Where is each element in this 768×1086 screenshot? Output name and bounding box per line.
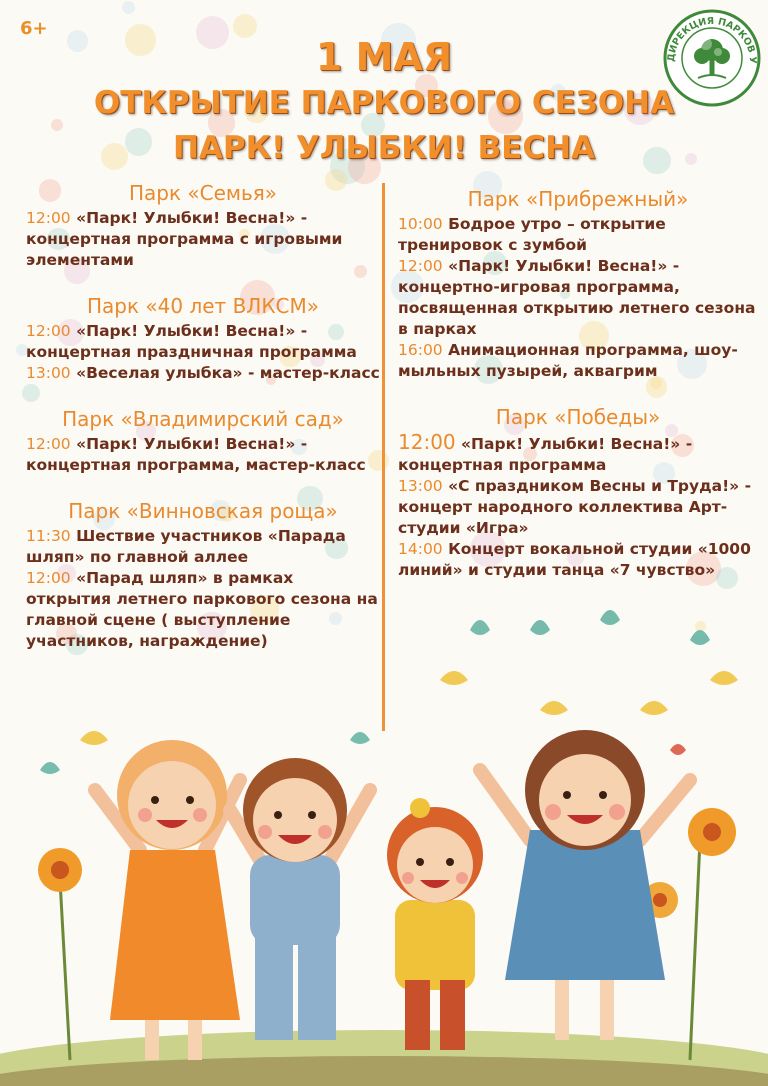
event-time: 12:00	[398, 257, 443, 275]
event-description: «Парк! Улыбки! Весна!» - концертная программа с игровыми элементами	[26, 209, 343, 269]
event-description: Анимационная программа, шоу-мыльных пузырей, аквагрим	[398, 341, 738, 380]
child-figure	[95, 740, 240, 1060]
event-time: 13:00	[26, 364, 71, 382]
event-description: «Парк! Улыбки! Весна!» - концертная праздничная программа	[26, 322, 357, 361]
event-time: 11:30	[26, 527, 71, 545]
event-description: «Парад шляп» в рамках открытия летнего паркового сезона на главной сцене ( выступление участников, награждение)	[26, 569, 378, 650]
right-parks-column	[398, 186, 758, 603]
event-description: «Парк! Улыбки! Весна!» - концертно-игровая программа, посвященная открытию летнего сезона в парках	[398, 257, 756, 338]
park-section	[398, 404, 758, 581]
event-item	[26, 526, 380, 568]
park-name: Парк «Винновская роща»	[68, 499, 338, 523]
event-item	[26, 434, 380, 476]
age-rating: 6+	[20, 18, 48, 39]
event-time: 12:00	[26, 209, 71, 227]
event-time: 12:00	[26, 322, 71, 340]
event-item	[398, 476, 758, 539]
event-time: 12:00	[26, 569, 71, 587]
background-flower-dot	[122, 1, 136, 15]
column-divider	[382, 183, 385, 731]
event-title: ОТКРЫТИЕ ПАРКОВОГО СЕЗОНА	[93, 85, 675, 121]
park-name: Парк «Семья»	[128, 181, 278, 205]
park-section	[26, 406, 380, 476]
event-item	[26, 568, 380, 652]
event-description: Шествие участников «Парада шляп» по главной аллее	[26, 527, 346, 566]
event-item	[398, 214, 758, 256]
park-name: Парк «Владимирский сад»	[62, 407, 344, 431]
event-description: Концерт вокальной студии «1000 линий» и студии танца «7 чувство»	[398, 540, 751, 579]
park-name: Парк «40 лет ВЛКСМ»	[87, 294, 319, 318]
child-figure	[230, 758, 370, 1040]
park-section	[398, 186, 758, 382]
park-section	[26, 498, 380, 652]
event-item	[26, 208, 380, 271]
event-item	[398, 539, 758, 581]
event-description: «Парк! Улыбки! Весна!» - концертная программа, мастер-класс	[26, 435, 366, 474]
event-time: 13:00	[398, 477, 443, 495]
event-description: «Парк! Улыбки! Весна!» - концертная программа	[398, 435, 693, 474]
event-item	[26, 363, 380, 384]
poster-header	[0, 34, 768, 170]
left-parks-column	[26, 180, 380, 674]
event-time: 16:00	[398, 341, 443, 359]
event-time: 12:00	[26, 435, 71, 453]
event-subtitle: ПАРК! УЛЫБКИ! ВЕСНА	[172, 130, 596, 166]
event-date: 1 МАЯ	[315, 35, 453, 79]
logo-text: ДИРЕКЦИЯ ПАРКОВ У	[665, 15, 759, 65]
park-name: Парк «Победы»	[495, 405, 661, 429]
event-item	[398, 432, 758, 476]
event-item	[398, 340, 758, 382]
park-name: Парк «Прибрежный»	[467, 187, 689, 211]
event-time: 14:00	[398, 540, 443, 558]
event-item	[26, 321, 380, 363]
event-description: «С праздником Весны и Труда!» - концерт народного коллектива Арт-студии «Игра»	[398, 477, 752, 537]
event-time: 10:00	[398, 215, 443, 233]
event-description: «Веселая улыбка» - мастер-класс	[76, 364, 380, 382]
flower-icon	[38, 848, 82, 1060]
child-figure	[387, 798, 483, 1050]
event-description: Бодрое утро – открытие тренировок с зумбой	[398, 215, 666, 254]
park-section	[26, 293, 380, 384]
event-item	[398, 256, 758, 340]
park-section	[26, 180, 380, 271]
event-time: 12:00	[398, 430, 456, 454]
